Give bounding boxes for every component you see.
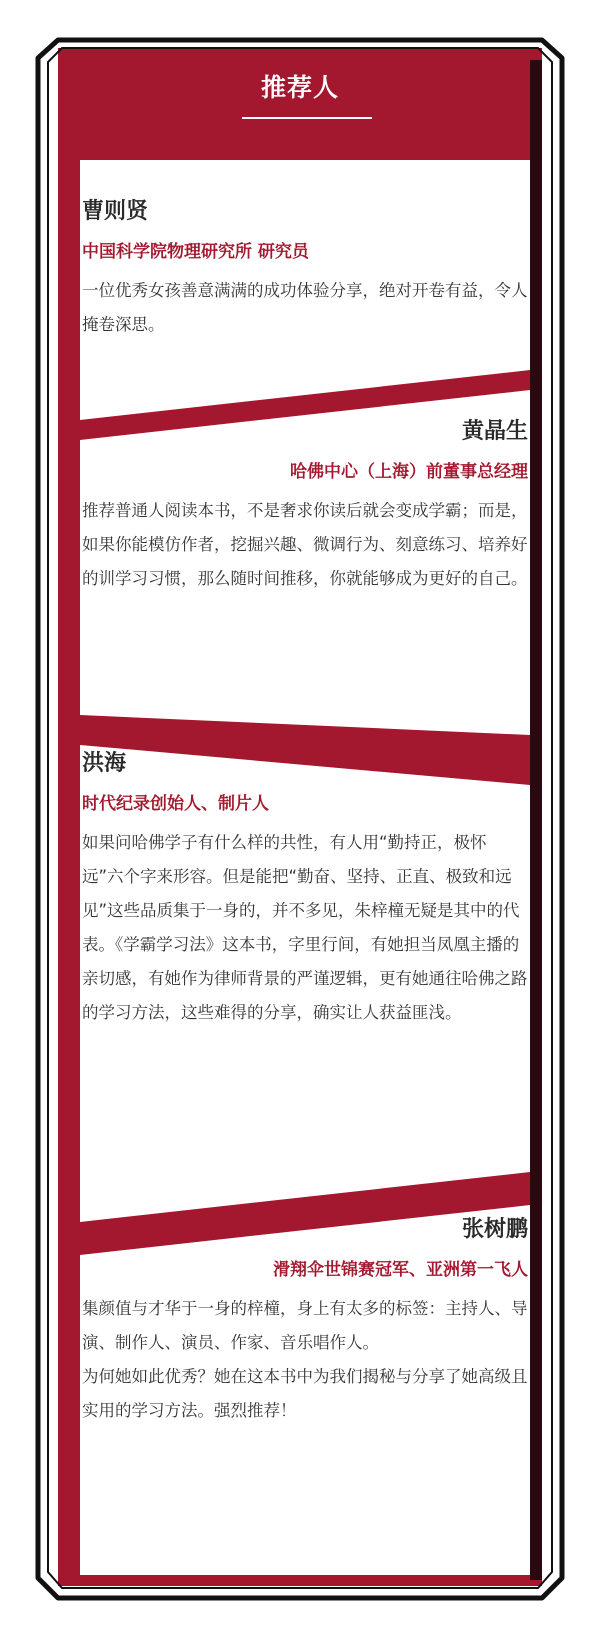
right-shadow	[530, 60, 542, 1580]
quote-paragraph: 集颜值与才华于一身的梓橦，身上有太多的标签：主持人、导演、制作人、演员、作家、音乐唱作人。	[82, 1299, 528, 1352]
recommender-quote	[82, 274, 528, 342]
recommender-role: 中国科学院物理研究所 研究员	[82, 242, 309, 262]
recommender-role: 哈佛中心（上海）前董事总经理	[290, 462, 528, 482]
recommender-card-2	[82, 418, 528, 596]
recommender-quote	[82, 1292, 528, 1428]
recommender-quote	[82, 826, 528, 1030]
quote-paragraph: 推荐普通人阅读本书，不是奢求你读后就会变成学霸；而是，如果你能模仿作者，挖掘兴趣、微调行为、刻意练习、培养好的训学习习惯，那么随时间推移，你就能够成为更好的自己。	[82, 501, 528, 588]
recommender-card-4	[82, 1216, 528, 1428]
recommender-card-1	[82, 198, 528, 342]
title-underline	[242, 117, 372, 119]
recommender-role: 时代纪录创始人、制片人	[82, 794, 269, 814]
quote-paragraph: 一位优秀女孩善意满满的成功体验分享，绝对开卷有益，令人掩卷深思。	[82, 281, 528, 334]
recommender-name: 黄晶生	[461, 419, 528, 444]
quote-paragraph: 如果问哈佛学子有什么样的共性，有人用“勤持正，极怀远”六个字来形容。但是能把“勤奋、坚持、正直、极致和远见”这些品质集于一身的，并不多见，朱梓橦无疑是其中的代表。《学霸学习法》这本书，字里行间，有她担当凤凰主播的亲切感，有她作为律师背景的严谨逻辑，更有她通往哈佛之路的学习方法，这些难得的分享，确实让人获益匪浅。	[82, 833, 528, 1022]
recommender-role: 滑翔伞世锦赛冠军、亚洲第一飞人	[273, 1260, 528, 1280]
recommender-card-3	[82, 750, 528, 1030]
recommender-quote	[82, 494, 528, 596]
recommender-name: 张树鹏	[461, 1217, 528, 1242]
recommender-name: 曹则贤	[82, 199, 149, 224]
section-title: 推荐人	[260, 73, 339, 102]
recommender-name: 洪海	[82, 751, 127, 776]
quote-paragraph: 为何她如此优秀？她在这本书中为我们揭秘与分享了她高级且实用的学习方法。强烈推荐！	[82, 1367, 528, 1420]
